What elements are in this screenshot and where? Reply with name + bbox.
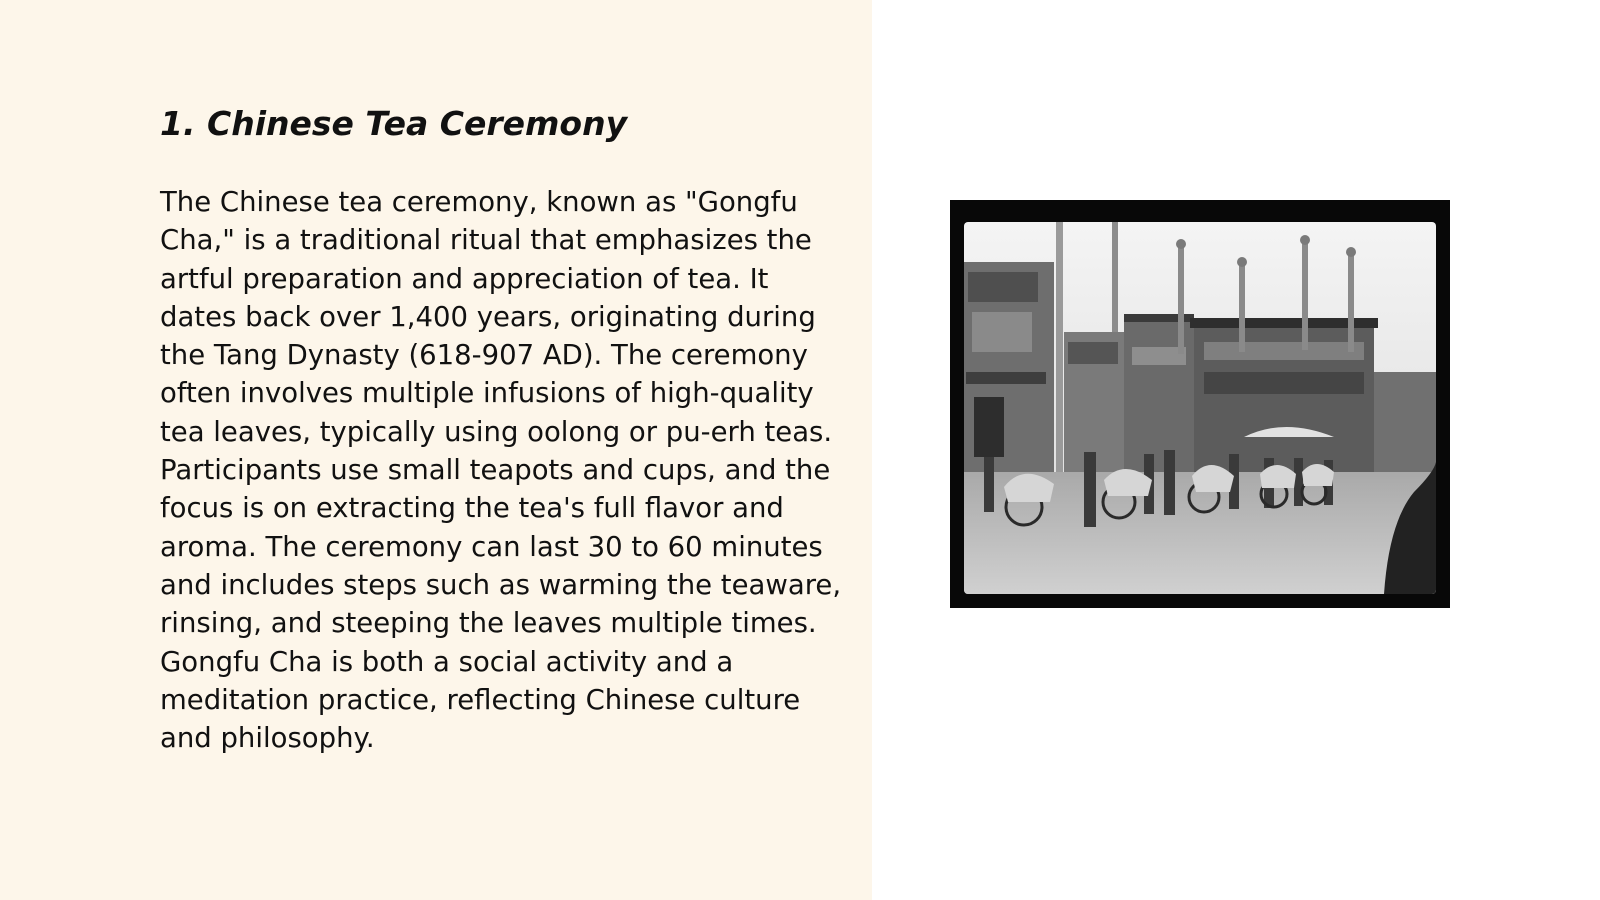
slide-body-text: The Chinese tea ceremony, known as "Gongfu Cha," is a traditional ritual that emphasizes the artful preparation and appreciation of tea. It dates back over 1,400 years, originating during the Tang Dynasty (618-907 AD). The ceremony often involves multiple infusions of high-quality tea leaves, typically using oolong or pu-erh teas. Participants use small teapots and cups, and the focus is on extracting the tea's full flavor and aroma. The ceremony can last 30 to 60 minutes and includes steps such as warming the teaware, rinsing, and steeping the leaves multiple times. Gongfu Cha is both a social activity and a meditation practice, reflecting Chinese culture and philosophy. [160, 186, 842, 755]
street-scene-illustration [964, 222, 1436, 594]
historic-street-photo-frame [950, 200, 1450, 608]
slide-title: 1. Chinese Tea Ceremony [160, 104, 628, 143]
historic-street-photo [964, 222, 1436, 594]
